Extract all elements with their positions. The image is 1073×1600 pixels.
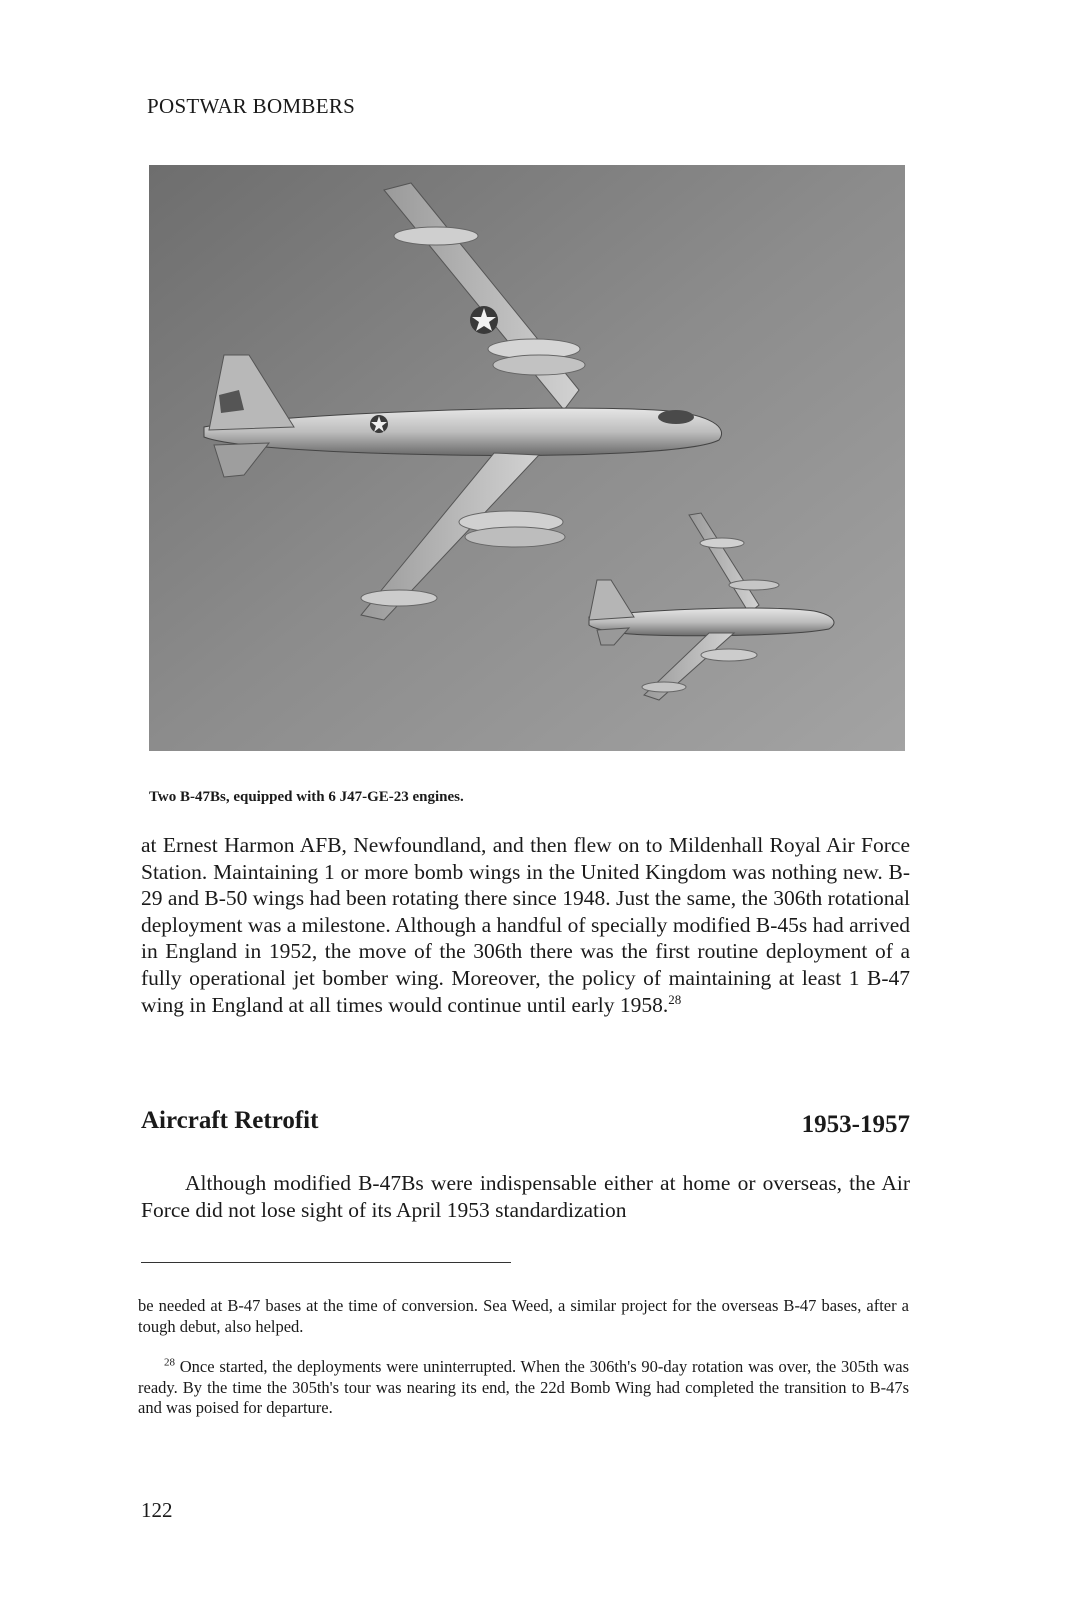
page-number: 122 xyxy=(141,1498,173,1522)
b47-photograph xyxy=(149,165,905,751)
running-head: POSTWAR BOMBERS xyxy=(147,94,356,118)
footnote-divider xyxy=(141,1262,511,1263)
section-heading: Aircraft Retrofit xyxy=(141,1107,319,1134)
aircraft-illustration xyxy=(149,165,905,751)
body-paragraph-2: Although modified B-47Bs were indispensable either at home or overseas, the Air Force did not lose sight of its April 1953 standardization xyxy=(141,1171,910,1222)
footnote-28 xyxy=(138,1357,909,1419)
paragraph-text: at Ernest Harmon AFB, Newfoundland, and then flew on to Mildenhall Royal Air Force Station. Maintaining 1 or more bomb wings in the United Kingdom was nothing new. B-29 and B-50 wings had been rotating there since 1948. Just the same, the 306th rotational deployment was a milestone. Although a handful of specially modified B-45s had arrived in England in 1952, the move of the 306th there was the first routine deployment of a fully operational jet bomber wing. Moreover, the policy of maintaining at least 1 B-47 wing in England at all times would continue until early 1958. xyxy=(141,833,910,1017)
footnote-reference: 28 xyxy=(668,991,682,1007)
figure-caption: Two B-47Bs, equipped with 6 J47-GE-23 engines. xyxy=(149,789,464,805)
footnote-continued: be needed at B-47 bases at the time of conversion. Sea Weed, a similar project for the overseas B-47 bases, after a tough debut, also helped. xyxy=(138,1296,909,1336)
body-paragraph-1 xyxy=(141,832,910,1018)
footnote-text: Once started, the deployments were uninterrupted. When the 306th's 90-day rotation was over, the 305th was ready. By the time the 305th's tour was nearing its end, the 22d Bomb Wing had completed the transition to B-47s and was poised for departure. xyxy=(138,1357,909,1417)
section-date-range: 1953-1957 xyxy=(801,1111,910,1138)
footnote-marker: 28 xyxy=(164,1356,175,1369)
